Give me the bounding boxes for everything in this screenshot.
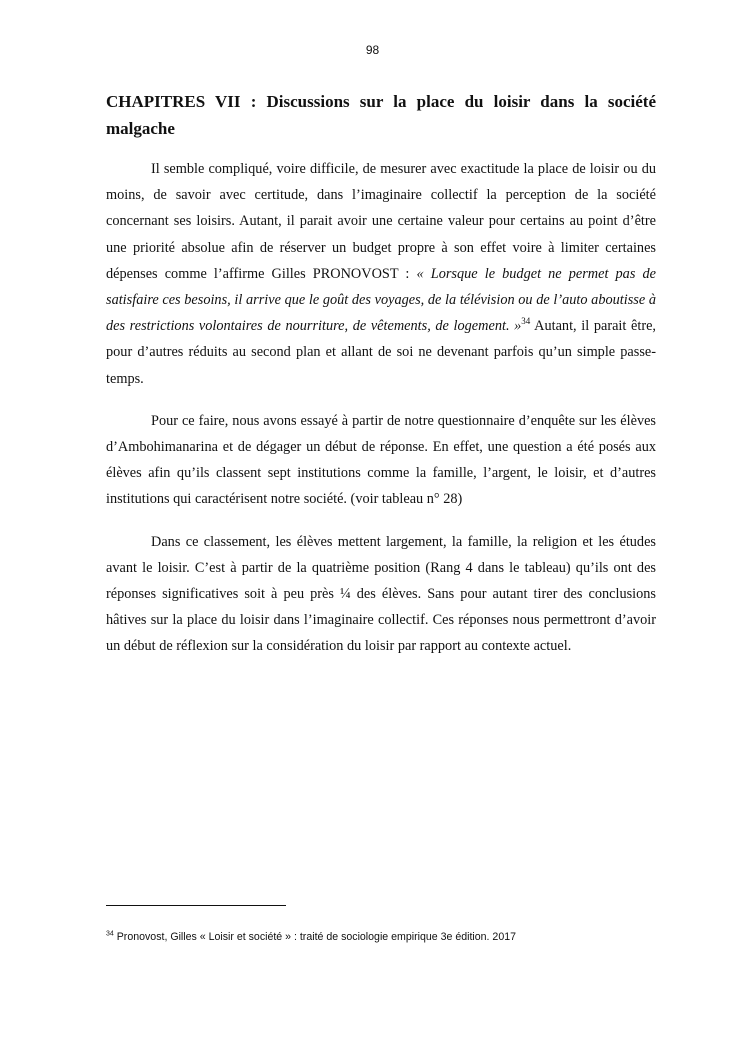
paragraph-1 — [106, 156, 656, 392]
footnote-reference[interactable]: 34 — [521, 316, 531, 327]
page-number: 98 — [365, 43, 380, 57]
paragraph-1-continuation: Autant, il parait être, pour d’autres réduits au second plan et allant de soi ne devenant parfois qu’un simple passe-temps. — [106, 318, 656, 387]
chapter-title: CHAPITRES VII : Discussions sur la place du loisir dans la société malgache — [106, 92, 656, 138]
footnote-divider — [106, 905, 286, 906]
paragraph-2: Pour ce faire, nous avons essayé à partir de notre questionnaire d’enquête sur les élèves d’Ambohimanarina et de dégager un début de réponse. En effet, une question a été posés aux élèves afin qu’ils classent sept institutions comme la famille, l’argent, le loisir, et d’autres institutions qui caractérisent notre société. (voir tableau n° 28) — [106, 412, 656, 508]
paragraph-3: Dans ce classement, les élèves mettent largement, la famille, la religion et les études avant le loisir. C’est à partir de la quatrième position (Rang 4 dans le tableau) qu’ils ont des réponses significatives soit à peu près ¼ des élèves. Sans pour autant tirer des conclusions hâtives sur la place du loisir dans l’imaginaire collectif. Ces réponses nous permettront d’avoir un début de réflexion sur la considération du loisir par rapport au contexte actuel. — [106, 533, 656, 655]
pronovost-quote: « Lorsque le budget ne permet pas de satisfaire ces besoins, il arrive que le goût des voyages, de la télévision ou de l’auto aboutisse à des restrictions volontaires de nourriture, de vêtements, de logement. » — [106, 265, 656, 335]
paragraph-1-text: Il semble compliqué, voire difficile, de mesurer avec exactitude la place de loisir ou du moins, de savoir avec certitude, dans l’imaginaire collectif la perception de la société concernant ses loisirs. Autant, il parait avoir une certaine valeur pour certains au point d’être une priorité absolue afin de réserver un budget propre à son effet voire à limiter certaines dépenses comme l’affirme Gilles PRONOVOST : — [106, 161, 656, 282]
document-body — [106, 88, 656, 676]
footnote — [106, 931, 666, 943]
footnote-text: Pronovost, Gilles « Loisir et société » : traité de sociologie empirique 3e édition. 2017 — [113, 931, 516, 943]
footnote-number: 34 — [106, 930, 114, 938]
